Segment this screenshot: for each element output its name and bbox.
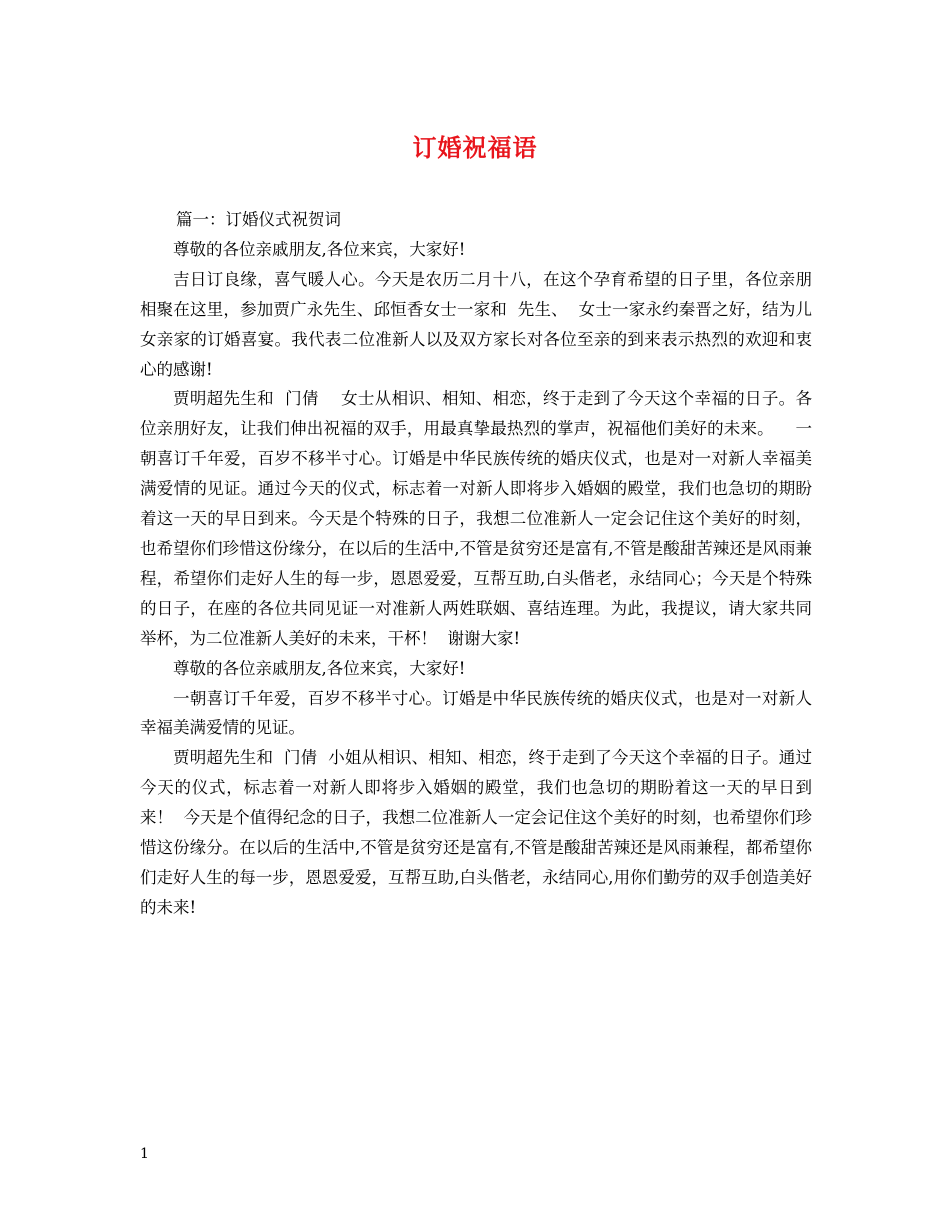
paragraph-greeting-2: 尊敬的各位亲戚朋友,各位来宾，大家好! <box>173 658 466 678</box>
paragraph-opening: 吉日订良缘，喜气暖人心。今天是农历二月十八，在这个孕育希望的日子里，各位亲朋相聚在这里，参加贾广永先生、邱恒香女士一家和 先生、 女士一家永约秦晋之好，结为儿女亲家的订婚喜宴。我代表二位准新人以及双方家长对各位至亲的到来表示热烈的欢迎和衷心的感谢! <box>140 269 812 379</box>
paragraph-tradition: 一朝喜订千年爱，百岁不移半寸心。订婚是中华民族传统的婚庆仪式，也是对一对新人幸福美满爱情的见证。 <box>140 688 812 738</box>
paragraph-greeting-1: 尊敬的各位亲戚朋友,各位来宾，大家好! <box>173 239 466 259</box>
document-body <box>140 205 812 923</box>
section-heading: 篇一：订婚仪式祝贺词 <box>176 210 341 229</box>
paragraph-blessing: 贾明超先生和 门倩 女士从相识、相知、相恋，终于走到了今天这个幸福的日子。各位亲朋好友，让我们伸出祝福的双手，用最真挚最热烈的掌声，祝福他们美好的未来。 一朝喜订千年爱，百岁不移半寸心。订婚是中华民族传统的婚庆仪式，也是对一对新人幸福美满爱情的见证。通过今天的仪式，标志着一对新人即将步入婚姻的殿堂，我们也急切的期盼着这一天的早日到来。今天是个特殊的日子，我想二位准新人一定会记住这个美好的时刻，也希望你们珍惜这份缘分，在以后的生活中,不管是贫穷还是富有,不管是酸甜苦辣还是风雨兼程，希望你们走好人生的每一步，恩恩爱爱，互帮互助,白头偕老，永结同心；今天是个特殊的日子，在座的各位共同见证一对准新人两姓联姻、喜结连理。为此，我提议，请大家共同举杯，为二位准新人美好的未来，干杯！ 谢谢大家! <box>140 389 812 648</box>
page-number: 1 <box>140 1146 149 1162</box>
paragraph-closing: 贾明超先生和 门倩 小姐从相识、相知、相恋，终于走到了今天这个幸福的日子。通过今天的仪式，标志着一对新人即将步入婚姻的殿堂，我们也急切的期盼着这一天的早日到来！ 今天是个值得纪念的日子，我想二位准新人一定会记住这个美好的时刻，也希望你们珍惜这份缘分。在以后的生活中,不管是贫穷还是富有,不管是酸甜苦辣还是风雨兼程，都希望你们走好人生的每一步，恩恩爱爱，互帮互助,白头偕老，永结同心,用你们勤劳的双手创造美好的未来! <box>140 748 812 917</box>
document-title: 订婚祝福语 <box>412 133 538 162</box>
